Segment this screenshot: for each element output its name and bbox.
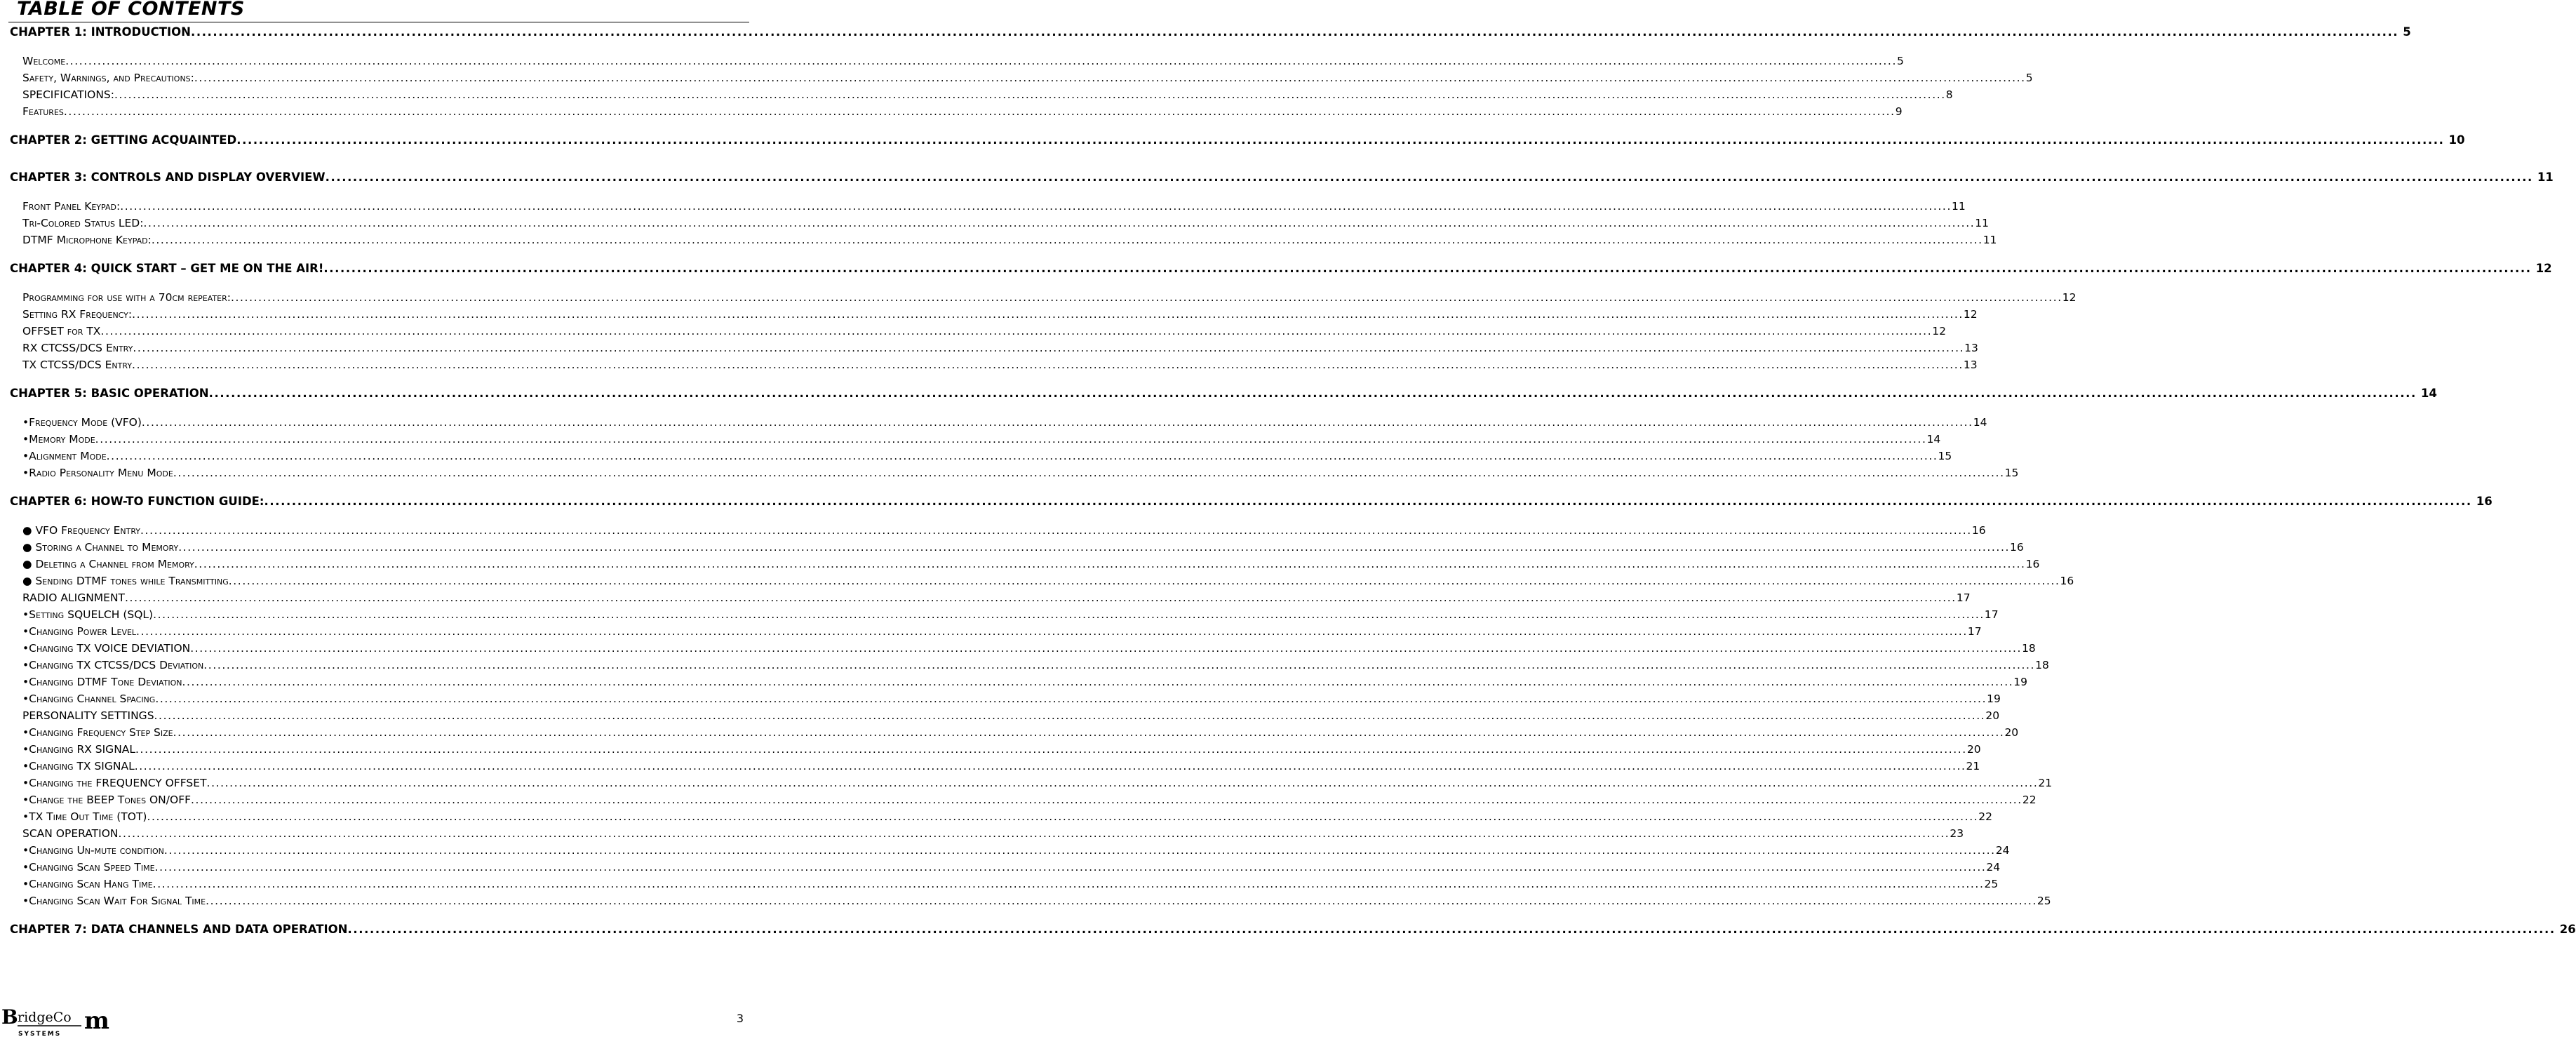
toc-page-number: 11 xyxy=(2537,170,2554,184)
page-number: 3 xyxy=(736,1012,744,1025)
toc-entry[interactable] xyxy=(10,356,1978,373)
toc-entry[interactable] xyxy=(10,53,1904,69)
dot-leader: ................................................................................................................................................................................................................................................................................................................................................................................................................ xyxy=(63,105,1896,118)
toc-chapter-entry[interactable] xyxy=(10,260,2552,277)
dot-leader: ................................................................................................................................................................................................................................................................................................................................................................................................................ xyxy=(143,217,1975,229)
dot-leader: ................................................................................................................................................................................................................................................................................................................................................................................................................ xyxy=(236,133,2445,147)
bullet-icon: • xyxy=(22,844,29,857)
toc-entry-title: Front Panel Keypad: xyxy=(22,200,121,213)
toc-entry-title: CHAPTER 6: HOW-TO FUNCTION GUIDE: xyxy=(10,495,264,508)
toc-page-number: 22 xyxy=(2022,794,2037,806)
svg-text:B: B xyxy=(1,1005,18,1029)
dot-leader: ................................................................................................................................................................................................................................................................................................................................................................................................................ xyxy=(182,676,2014,688)
svg-text:m: m xyxy=(84,1007,109,1035)
toc-page-number: 11 xyxy=(1975,217,1990,229)
bullet-icon: • xyxy=(22,416,29,429)
toc-entry[interactable] xyxy=(10,623,1982,640)
dot-leader: ................................................................................................................................................................................................................................................................................................................................................................................................................ xyxy=(323,262,2532,275)
dot-leader: ................................................................................................................................................................................................................................................................................................................................................................................................................ xyxy=(154,861,1987,874)
toc-page-number: 14 xyxy=(1973,416,1987,429)
dot-leader: ................................................................................................................................................................................................................................................................................................................................................................................................................ xyxy=(135,743,1967,756)
dot-leader: ................................................................................................................................................................................................................................................................................................................................................................................................................ xyxy=(134,760,1966,772)
toc-entry-title: Welcome xyxy=(22,55,66,67)
toc-page-number: 17 xyxy=(1956,591,1971,604)
dot-leader: ................................................................................................................................................................................................................................................................................................................................................................................................................ xyxy=(100,325,1933,337)
dot-leader: ................................................................................................................................................................................................................................................................................................................................................................................................................ xyxy=(147,810,1979,823)
toc-page-number: 12 xyxy=(2535,262,2552,275)
dot-leader: ................................................................................................................................................................................................................................................................................................................................................................................................................ xyxy=(173,726,2005,739)
dot-leader: ................................................................................................................................................................................................................................................................................................................................................................................................................ xyxy=(141,416,1973,429)
dot-leader: ................................................................................................................................................................................................................................................................................................................................................................................................................ xyxy=(230,291,2062,304)
toc-entry-title: Changing TX SIGNAL xyxy=(29,760,135,772)
toc-entry[interactable] xyxy=(10,707,2000,724)
dot-leader: ................................................................................................................................................................................................................................................................................................................................................................................................................ xyxy=(65,55,1897,67)
toc-entry-title: CHAPTER 5: BASIC OPERATION xyxy=(10,387,209,400)
bullet-icon: • xyxy=(22,642,29,655)
toc-entry[interactable] xyxy=(10,431,1941,448)
dot-leader: ................................................................................................................................................................................................................................................................................................................................................................................................................ xyxy=(140,524,1972,537)
toc-entry-title: Frequency Mode (VFO) xyxy=(29,416,142,429)
toc-entry-title: Alignment Mode xyxy=(29,450,107,462)
dot-leader: ................................................................................................................................................................................................................................................................................................................................................................................................................ xyxy=(155,693,1987,705)
toc-entry-title: Setting RX Frequency: xyxy=(22,308,133,321)
toc-page-number: 20 xyxy=(1966,743,1981,756)
table-of-contents xyxy=(10,24,2576,950)
toc-entry-title: Changing TX VOICE DEVIATION xyxy=(29,642,191,655)
toc-chapter-entry[interactable] xyxy=(10,493,2493,510)
toc-entry[interactable] xyxy=(10,86,1953,103)
toc-page-number: 16 xyxy=(1971,524,1986,537)
dot-leader: ................................................................................................................................................................................................................................................................................................................................................................................................................ xyxy=(194,558,2026,570)
dot-leader: ................................................................................................................................................................................................................................................................................................................................................................................................................ xyxy=(228,575,2060,587)
toc-page-number: 18 xyxy=(2035,659,2049,671)
toc-entry[interactable] xyxy=(10,306,1978,323)
dot-leader: ................................................................................................................................................................................................................................................................................................................................................................................................................ xyxy=(118,827,1950,840)
dot-leader: ................................................................................................................................................................................................................................................................................................................................................................................................................ xyxy=(133,342,1965,354)
dot-leader: ................................................................................................................................................................................................................................................................................................................................................................................................................ xyxy=(194,72,2026,84)
toc-entry[interactable] xyxy=(10,808,1993,825)
toc-page-number: 16 xyxy=(2025,558,2040,570)
toc-entry[interactable] xyxy=(10,448,1952,464)
toc-chapter-entry[interactable] xyxy=(10,921,2576,938)
toc-entry-title: Change the BEEP Tones ON/OFF xyxy=(29,794,192,806)
bullet-icon: • xyxy=(22,693,29,705)
bullet-icon: • xyxy=(22,760,29,772)
dot-leader: ................................................................................................................................................................................................................................................................................................................................................................................................................ xyxy=(190,25,2399,39)
toc-page-number: 20 xyxy=(1985,709,2000,722)
toc-page-number: 17 xyxy=(1984,608,1999,621)
dot-leader: ................................................................................................................................................................................................................................................................................................................................................................................................................ xyxy=(106,450,1938,462)
toc-entry-title: CHAPTER 4: QUICK START – GET ME ON THE AIR! xyxy=(10,262,324,275)
toc-page-number: 5 xyxy=(1897,55,1904,67)
toc-entry-title: OFFSET for TX xyxy=(22,325,101,337)
toc-entry[interactable] xyxy=(10,556,2040,573)
toc-page-number: 12 xyxy=(1932,325,1946,337)
toc-entry-title: DTMF Microphone Keypad: xyxy=(22,234,152,246)
dot-leader: ................................................................................................................................................................................................................................................................................................................................................................................................................ xyxy=(206,895,2037,907)
toc-entry[interactable] xyxy=(10,842,2010,859)
toc-page-number: 11 xyxy=(1952,200,1966,213)
dot-leader: ................................................................................................................................................................................................................................................................................................................................................................................................................ xyxy=(347,923,2556,936)
toc-page-number: 14 xyxy=(1926,433,1941,446)
toc-entry[interactable] xyxy=(10,724,2019,741)
toc-entry[interactable] xyxy=(10,791,2037,808)
toc-entry[interactable] xyxy=(10,340,1978,356)
toc-page-number: 13 xyxy=(1964,342,1978,354)
bullet-icon: • xyxy=(22,895,29,907)
bullet-icon: • xyxy=(22,794,29,806)
toc-page-number: 23 xyxy=(1950,827,1964,840)
toc-entry[interactable] xyxy=(10,323,1946,340)
dot-leader: ................................................................................................................................................................................................................................................................................................................................................................................................................ xyxy=(325,170,2533,184)
toc-chapter-entry[interactable] xyxy=(10,132,2465,149)
dot-leader: ................................................................................................................................................................................................................................................................................................................................................................................................................ xyxy=(136,625,1968,638)
toc-entry-title: CHAPTER 7: DATA CHANNELS AND DATA OPERATION xyxy=(10,923,348,936)
toc-entry-title: TX Time Out Time (TOT) xyxy=(29,810,147,823)
toc-entry[interactable] xyxy=(10,573,2074,589)
toc-page-number: 21 xyxy=(2038,777,2053,789)
bullet-icon: • xyxy=(22,878,29,890)
toc-page-number: 17 xyxy=(1967,625,1982,638)
toc-entry-title: Changing Frequency Step Size xyxy=(29,726,173,739)
toc-chapter-entry[interactable] xyxy=(10,385,2437,402)
toc-entry-title: CHAPTER 1: INTRODUCTION xyxy=(10,25,191,39)
toc-entry[interactable] xyxy=(10,674,2028,690)
toc-chapter-entry[interactable] xyxy=(10,169,2554,186)
dot-leader: ................................................................................................................................................................................................................................................................................................................................................................................................................ xyxy=(173,467,2005,479)
toc-entry-title: Changing DTMF Tone Deviation xyxy=(29,676,182,688)
toc-entry[interactable] xyxy=(10,775,2053,791)
toc-entry[interactable] xyxy=(10,198,1966,215)
toc-entry[interactable] xyxy=(10,741,1981,758)
toc-entry-title: CHAPTER 3: CONTROLS AND DISPLAY OVERVIEW xyxy=(10,170,326,184)
dot-leader: ................................................................................................................................................................................................................................................................................................................................................................................................................ xyxy=(206,777,2039,789)
toc-entry-title: Changing Scan Wait For Signal Time xyxy=(29,895,206,907)
bullet-icon: • xyxy=(22,810,29,823)
toc-entry[interactable] xyxy=(10,522,1986,539)
toc-entry-title: Changing Channel Spacing xyxy=(29,693,156,705)
toc-entry[interactable] xyxy=(10,606,1999,623)
dot-leader: ................................................................................................................................................................................................................................................................................................................................................................................................................ xyxy=(190,642,2022,655)
dot-leader: ................................................................................................................................................................................................................................................................................................................................................................................................................ xyxy=(152,878,1985,890)
toc-page-number: 15 xyxy=(1938,450,1952,462)
dot-leader: ................................................................................................................................................................................................................................................................................................................................................................................................................ xyxy=(132,359,1964,371)
bullet-icon: • xyxy=(22,467,29,479)
toc-page-number: 13 xyxy=(1963,359,1978,371)
toc-page-number: 10 xyxy=(2448,133,2465,147)
dot-leader: ................................................................................................................................................................................................................................................................................................................................................................................................................ xyxy=(153,608,1985,621)
bullet-icon: • xyxy=(22,659,29,671)
toc-page-number: 12 xyxy=(1963,308,1978,321)
toc-entry[interactable] xyxy=(10,215,1990,232)
toc-entry-title: RADIO ALIGNMENT xyxy=(22,591,126,604)
toc-entry-title: Changing TX CTCSS/DCS Deviation xyxy=(29,659,204,671)
toc-page-number: 19 xyxy=(2013,676,2028,688)
dot-leader: ................................................................................................................................................................................................................................................................................................................................................................................................................ xyxy=(114,88,1946,101)
toc-entry[interactable] xyxy=(10,69,2033,86)
toc-entry-title: RX CTCSS/DCS Entry xyxy=(22,342,133,354)
toc-page-number: 15 xyxy=(2004,467,2019,479)
dot-leader: ................................................................................................................................................................................................................................................................................................................................................................................................................ xyxy=(203,659,2036,671)
toc-page-number: 20 xyxy=(2004,726,2019,739)
page-title: TABLE OF CONTENTS xyxy=(17,0,245,20)
dot-leader: ................................................................................................................................................................................................................................................................................................................................................................................................................ xyxy=(151,234,1983,246)
toc-entry-title: ● Sending DTMF tones while Transmitting xyxy=(22,575,229,587)
bullet-icon: • xyxy=(22,608,29,621)
toc-page-number: 19 xyxy=(1987,693,2001,705)
toc-entry-title: Changing the FREQUENCY OFFSET xyxy=(29,777,207,789)
bullet-icon: • xyxy=(22,676,29,688)
bullet-icon: • xyxy=(22,433,29,446)
toc-page-number: 16 xyxy=(2476,495,2493,508)
dot-leader: ................................................................................................................................................................................................................................................................................................................................................................................................................ xyxy=(154,709,1986,722)
bullet-icon: • xyxy=(22,861,29,874)
toc-entry-title: Memory Mode xyxy=(29,433,95,446)
toc-entry-title: CHAPTER 2: GETTING ACQUAINTED xyxy=(10,133,237,147)
toc-entry-title: Features xyxy=(22,105,64,118)
dot-leader: ................................................................................................................................................................................................................................................................................................................................................................................................................ xyxy=(178,541,2011,554)
bullet-icon: • xyxy=(22,777,29,789)
toc-entry[interactable] xyxy=(10,876,1999,892)
toc-entry[interactable] xyxy=(10,758,1980,775)
bridgecom-logo xyxy=(1,1005,114,1037)
toc-entry[interactable] xyxy=(10,825,1964,842)
toc-entry[interactable] xyxy=(10,464,2019,481)
toc-entry-title: Changing Un-mute condition xyxy=(29,844,164,857)
toc-page-number: 8 xyxy=(1945,88,1953,101)
toc-entry[interactable] xyxy=(10,232,1997,248)
svg-text:SYSTEMS: SYSTEMS xyxy=(18,1031,62,1037)
toc-entry-title: ● Storing a Channel to Memory xyxy=(22,541,179,554)
bullet-icon: • xyxy=(22,726,29,739)
toc-page-number: 16 xyxy=(2010,541,2024,554)
toc-entry[interactable] xyxy=(10,690,2001,707)
toc-chapter-entry[interactable] xyxy=(10,24,2411,41)
toc-entry-title: Changing Power Level xyxy=(29,625,137,638)
dot-leader: ................................................................................................................................................................................................................................................................................................................................................................................................................ xyxy=(264,495,2472,508)
toc-page-number: 22 xyxy=(1978,810,1993,823)
toc-entry-title: Radio Personality Menu Mode xyxy=(29,467,173,479)
toc-entry-title: Changing RX SIGNAL xyxy=(29,743,136,756)
toc-page-number: 25 xyxy=(2037,895,2051,907)
bullet-icon: • xyxy=(22,625,29,638)
dot-leader: ................................................................................................................................................................................................................................................................................................................................................................................................................ xyxy=(208,387,2417,400)
toc-entry-title: Programming for use with a 70cm repeater: xyxy=(22,291,231,304)
toc-entry-title: ● Deleting a Channel from Memory xyxy=(22,558,194,570)
toc-entry-title: Safety, Warnings, and Precautions: xyxy=(22,72,194,84)
toc-entry[interactable] xyxy=(10,892,2051,909)
toc-page-number: 26 xyxy=(2559,923,2576,936)
toc-page-number: 11 xyxy=(1983,234,1997,246)
bullet-icon: • xyxy=(22,743,29,756)
toc-entry-title: SCAN OPERATION xyxy=(22,827,119,840)
toc-entry[interactable] xyxy=(10,414,1987,431)
toc-page-number: 9 xyxy=(1895,105,1903,118)
bullet-icon: • xyxy=(22,450,29,462)
toc-entry[interactable] xyxy=(10,859,2001,876)
dot-leader: ................................................................................................................................................................................................................................................................................................................................................................................................................ xyxy=(120,200,1952,213)
toc-entry-title: SPECIFICATIONS: xyxy=(22,88,114,101)
toc-page-number: 5 xyxy=(2403,25,2411,39)
toc-entry[interactable] xyxy=(10,640,2036,657)
toc-entry[interactable] xyxy=(10,289,2077,306)
toc-page-number: 14 xyxy=(2420,387,2437,400)
toc-entry[interactable] xyxy=(10,589,1971,606)
dot-leader: ................................................................................................................................................................................................................................................................................................................................................................................................................ xyxy=(125,591,1957,604)
toc-page-number: 24 xyxy=(1986,861,2001,874)
toc-entry-title: PERSONALITY SETTINGS xyxy=(22,709,154,722)
dot-leader: ................................................................................................................................................................................................................................................................................................................................................................................................................ xyxy=(95,433,1927,446)
toc-page-number: 24 xyxy=(1995,844,2010,857)
toc-entry[interactable] xyxy=(10,103,1903,120)
toc-entry-title: TX CTCSS/DCS Entry xyxy=(22,359,133,371)
toc-page-number: 21 xyxy=(1966,760,1980,772)
toc-entry-title: ● VFO Frequency Entry xyxy=(22,524,141,537)
dot-leader: ................................................................................................................................................................................................................................................................................................................................................................................................................ xyxy=(132,308,1964,321)
dot-leader: ................................................................................................................................................................................................................................................................................................................................................................................................................ xyxy=(191,794,2022,806)
dot-leader: ................................................................................................................................................................................................................................................................................................................................................................................................................ xyxy=(163,844,1996,857)
toc-entry-title: Tri-Colored Status LED: xyxy=(22,217,144,229)
toc-page-number: 25 xyxy=(1984,878,1999,890)
toc-entry-title: Changing Scan Hang Time xyxy=(29,878,153,890)
toc-page-number: 18 xyxy=(2022,642,2036,655)
toc-page-number: 5 xyxy=(2025,72,2033,84)
toc-entry-title: Changing Scan Speed Time xyxy=(29,861,155,874)
toc-entry-title: Setting SQUELCH (SQL) xyxy=(29,608,154,621)
toc-page-number: 12 xyxy=(2062,291,2077,304)
toc-page-number: 16 xyxy=(2060,575,2074,587)
toc-entry[interactable] xyxy=(10,539,2024,556)
svg-text:ridgeCo: ridgeCo xyxy=(18,1010,72,1025)
toc-entry[interactable] xyxy=(10,657,2049,674)
